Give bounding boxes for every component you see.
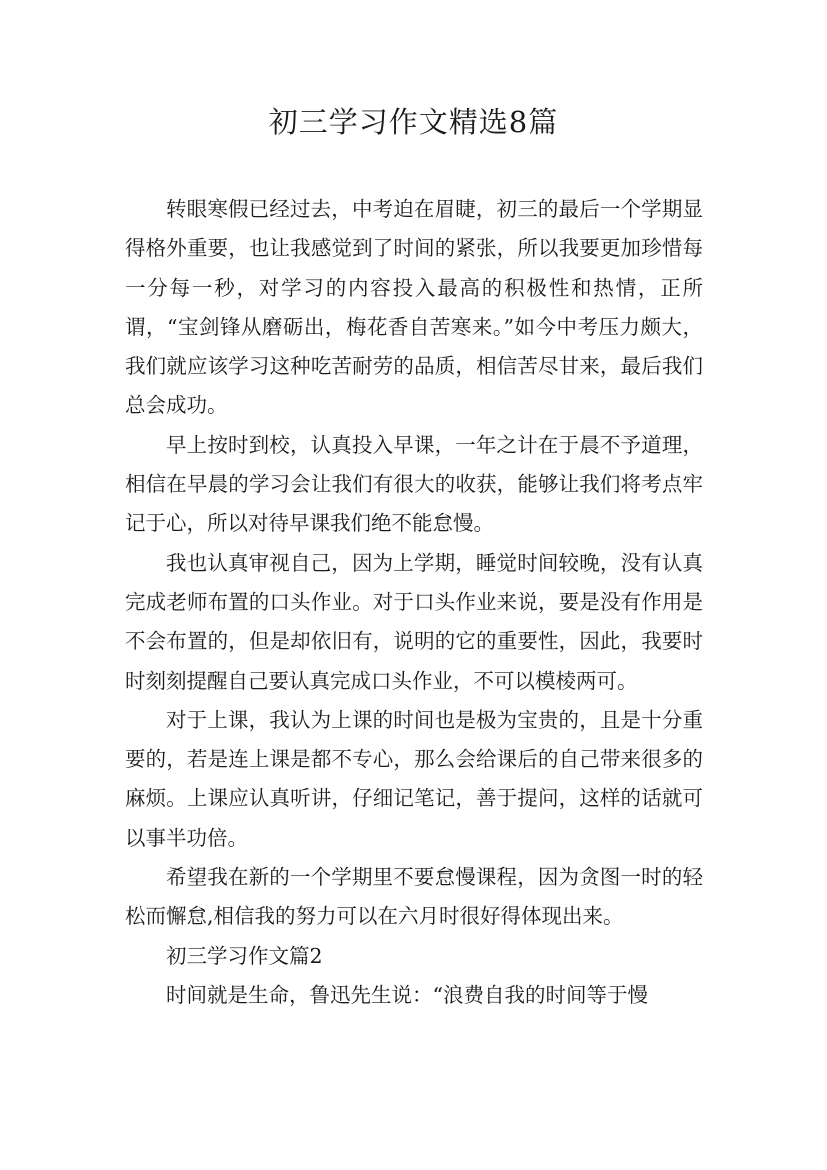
paragraph: 早上按时到校，认真投入早课，一年之计在于晨不予道理，相信在早晨的学习会让我们有很大的收获，能够让我们将考点牢记于心，所以对待早课我们绝不能怠慢。 (125, 432, 703, 536)
paragraph: 转眼寒假已经过去，中考迫在眉睫，初三的最后一个学期显得格外重要，也让我感觉到了时间的紧张，所以我要更加珍惜每一分每一秒，对学习的内容投入最高的积极性和热情，正所谓，“宝剑锋从磨砺出，梅花香自苦寒来。”如今中考压力颇大，我们就应该学习这种吃苦耐劳的品质，相信苦尽甘来，最后我们总会成功。 (125, 197, 703, 418)
paragraph: 对于上课，我认为上课的时间也是极为宝贵的，且是十分重要的，若是连上课是都不专心，那么会给课后的自己带来很多的麻烦。上课应认真听讲，仔细记笔记，善于提问，这样的话就可以事半功倍。 (125, 707, 703, 850)
section-heading: 初三学习作文篇2 (166, 943, 323, 968)
document-body (125, 190, 703, 1015)
paragraph: 时间就是生命，鲁迅先生说：“浪费自我的时间等于慢 (166, 982, 648, 1007)
paragraph: 我也认真审视自己，因为上学期，睡觉时间较晚，没有认真完成老师布置的口头作业。对于口头作业来说，要是没有作用是不会布置的，但是却依旧有，说明的它的重要性，因此，我要时时刻刻提醒自己要认真完成口头作业，不可以模棱两可。 (125, 550, 703, 693)
document-title: 初三学习作文精选8篇 (268, 105, 559, 139)
paragraph: 希望我在新的一个学期里不要怠慢课程，因为贪图一时的轻松而懈怠,相信我的努力可以在六月时很好得体现出来。 (125, 865, 703, 929)
